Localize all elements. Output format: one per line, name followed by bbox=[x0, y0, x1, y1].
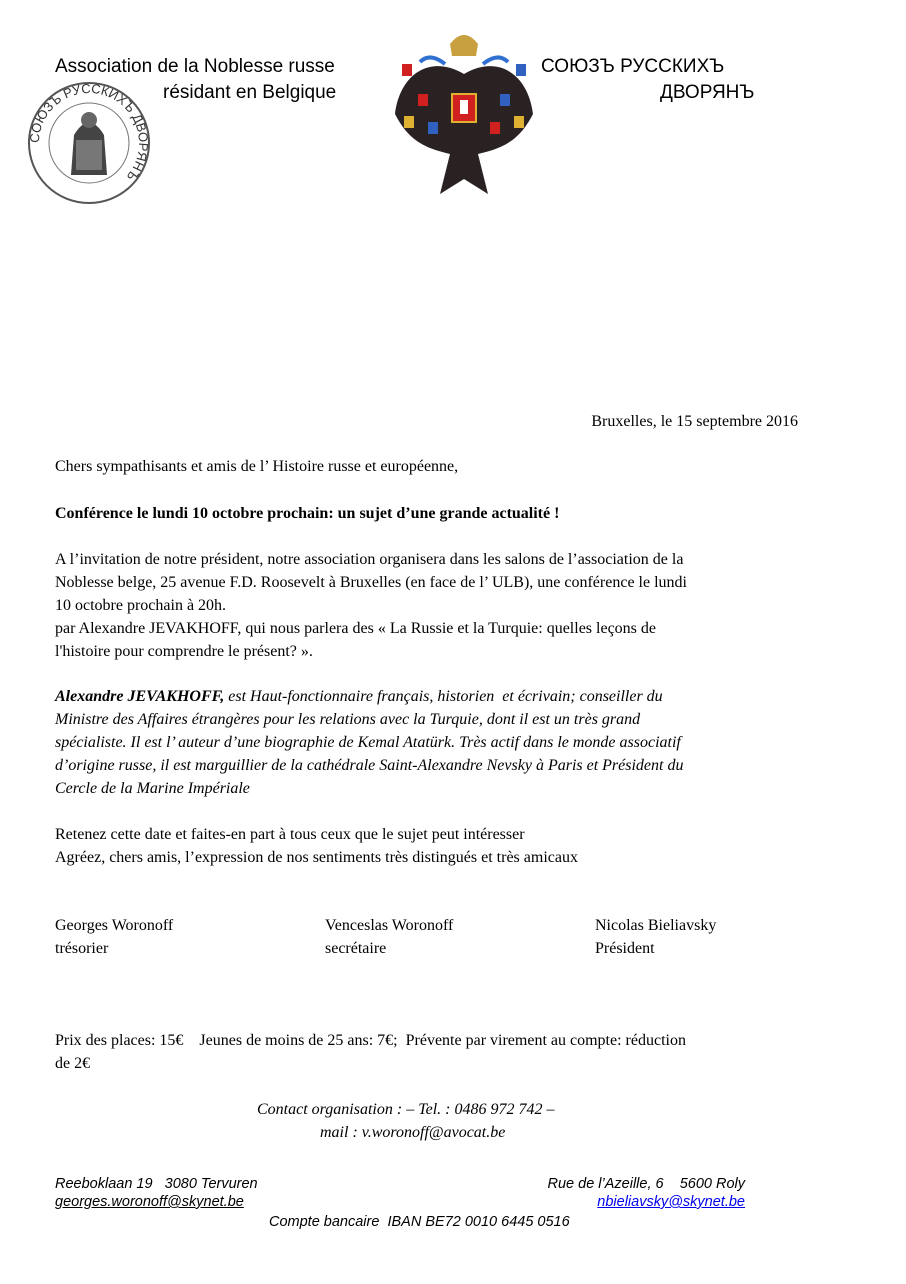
bank-account: Compte bancaire IBAN BE72 0010 6445 0516 bbox=[269, 1214, 570, 1230]
signatory-name: Venceslas Woronoff bbox=[325, 917, 454, 934]
para-line: A l’invitation de notre président, notre association organisera dans les salons de l’association de la bbox=[55, 551, 684, 568]
signatory-role: trésorier bbox=[55, 940, 109, 957]
signatory-role: Président bbox=[595, 940, 655, 957]
bio-line: Cercle de la Marine Impériale bbox=[55, 780, 250, 797]
bio-line: spécialiste. Il est l’ auteur d’une biographie de Kemal Atatürk. Très actif dans le monde associatif bbox=[55, 734, 681, 751]
para-line: par Alexandre JEVAKHOFF, qui nous parlera des « La Russie et la Turquie: quelles leçons de bbox=[55, 620, 656, 637]
seal-text: СОЮЗЪ РУССКИХЪ ДВОРЯНЪ bbox=[26, 80, 152, 184]
right-email-link[interactable]: nbieliavsky@skynet.be bbox=[597, 1194, 745, 1210]
left-address: Reeboklaan 19 3080 Tervuren bbox=[55, 1176, 258, 1192]
speaker-name: Alexandre JEVAKHOFF, bbox=[55, 688, 225, 705]
bio-line: Ministre des Affaires étrangères pour les relations avec la Turquie, dont il est un très grand bbox=[55, 711, 641, 728]
association-subtitle-fr: résidant en Belgique bbox=[163, 82, 337, 103]
letter-date: Bruxelles, le 15 septembre 2016 bbox=[591, 413, 798, 430]
para-line: l'histoire pour comprendre le présent? ». bbox=[55, 643, 313, 660]
seal-logo-icon bbox=[26, 80, 152, 206]
para-line: Noblesse belge, 25 avenue F.D. Roosevelt à Bruxelles (en face de l’ ULB), une conférence le lundi bbox=[55, 574, 687, 591]
closing-line: Agréez, chers amis, l’expression de nos sentiments très distingués et très amicaux bbox=[55, 849, 578, 866]
contact-line: Contact organisation : – Tel. : 0486 972 742 – bbox=[257, 1101, 555, 1118]
headline: Conférence le lundi 10 octobre prochain: un sujet d’une grande actualité ! bbox=[55, 505, 560, 522]
left-email-link[interactable]: georges.woronoff@skynet.be bbox=[55, 1194, 244, 1210]
association-subtitle-ru: ДВОРЯНЪ bbox=[660, 82, 755, 103]
association-name-fr: Association de la Noblesse russe bbox=[55, 56, 335, 77]
imperial-eagle-icon bbox=[390, 24, 538, 198]
price-line: Prix des places: 15€ Jeunes de moins de 25 ans: 7€; Prévente par virement au compte: réduction bbox=[55, 1032, 686, 1049]
bio-text: est Haut-fonctionnaire français, historien et écrivain; conseiller du bbox=[224, 688, 663, 705]
signatory-role: secrétaire bbox=[325, 940, 387, 957]
price-line: de 2€ bbox=[55, 1055, 91, 1072]
contact-email: mail : v.woronoff@avocat.be bbox=[320, 1124, 506, 1141]
bio-line bbox=[55, 687, 663, 706]
salutation: Chers sympathisants et amis de l’ Histoire russe et européenne, bbox=[55, 458, 459, 475]
right-address: Rue de l’Azeille, 6 5600 Roly bbox=[547, 1176, 745, 1192]
closing-line: Retenez cette date et faites-en part à tous ceux que le sujet peut intéresser bbox=[55, 826, 525, 843]
association-name-ru: СОЮЗЪ РУССКИХЪ bbox=[541, 56, 725, 77]
signatory-name: Georges Woronoff bbox=[55, 917, 174, 934]
bio-line: d’origine russe, il est marguillier de la cathédrale Saint-Alexandre Nevsky à Paris et Président du bbox=[55, 757, 684, 774]
signatory-name: Nicolas Bieliavsky bbox=[595, 917, 717, 934]
para-line: 10 octobre prochain à 20h. bbox=[55, 597, 227, 614]
